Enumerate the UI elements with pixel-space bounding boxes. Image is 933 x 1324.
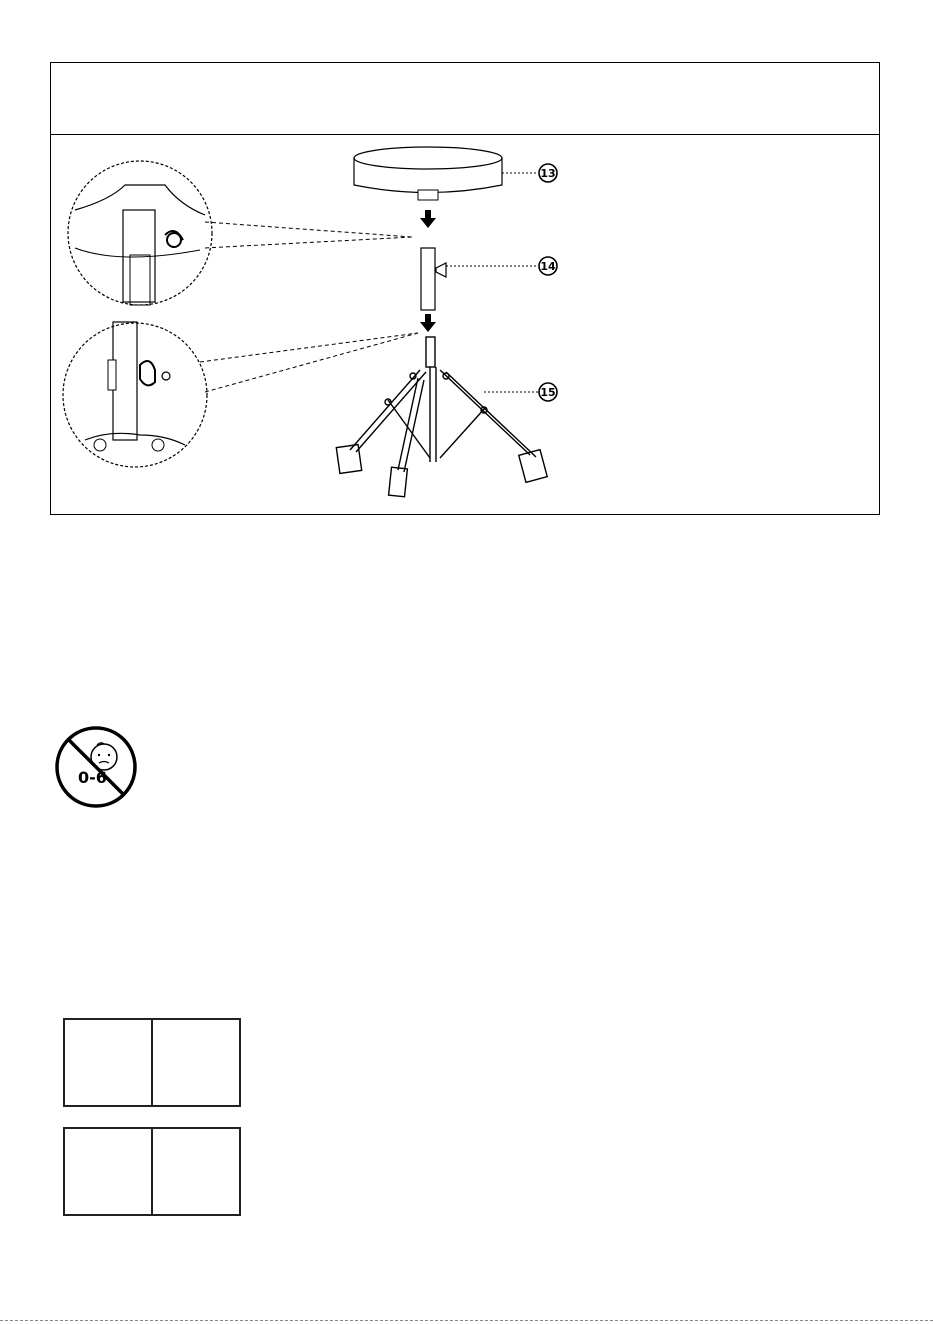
svg-text:15: 15	[540, 386, 556, 399]
arrow-down-icon	[420, 210, 436, 228]
arrow-down-icon	[420, 314, 436, 332]
grid-cell	[65, 1129, 151, 1214]
detail-leader-lines	[200, 222, 418, 392]
assembly-diagram	[0, 0, 933, 520]
callout-15	[539, 383, 557, 401]
age-range-label: 0-6	[78, 768, 107, 787]
grid-cell	[151, 1020, 239, 1105]
base-part	[336, 337, 547, 497]
callout-leader-lines	[446, 173, 538, 392]
svg-text:13: 13	[540, 167, 556, 180]
reference-grid	[63, 1018, 241, 1107]
seat-part	[354, 147, 502, 200]
detail-circle-bottom	[63, 322, 207, 467]
grid-cell	[151, 1129, 239, 1214]
grid-cell	[65, 1020, 151, 1105]
callout-13	[539, 164, 557, 182]
page-bottom-rule	[0, 1320, 933, 1321]
tube-part	[421, 248, 446, 310]
reference-grid	[63, 1127, 241, 1216]
detail-circle-top	[68, 161, 212, 305]
no-children-under-age-icon	[54, 725, 138, 809]
callout-14	[539, 257, 557, 275]
svg-text:14: 14	[540, 260, 556, 273]
